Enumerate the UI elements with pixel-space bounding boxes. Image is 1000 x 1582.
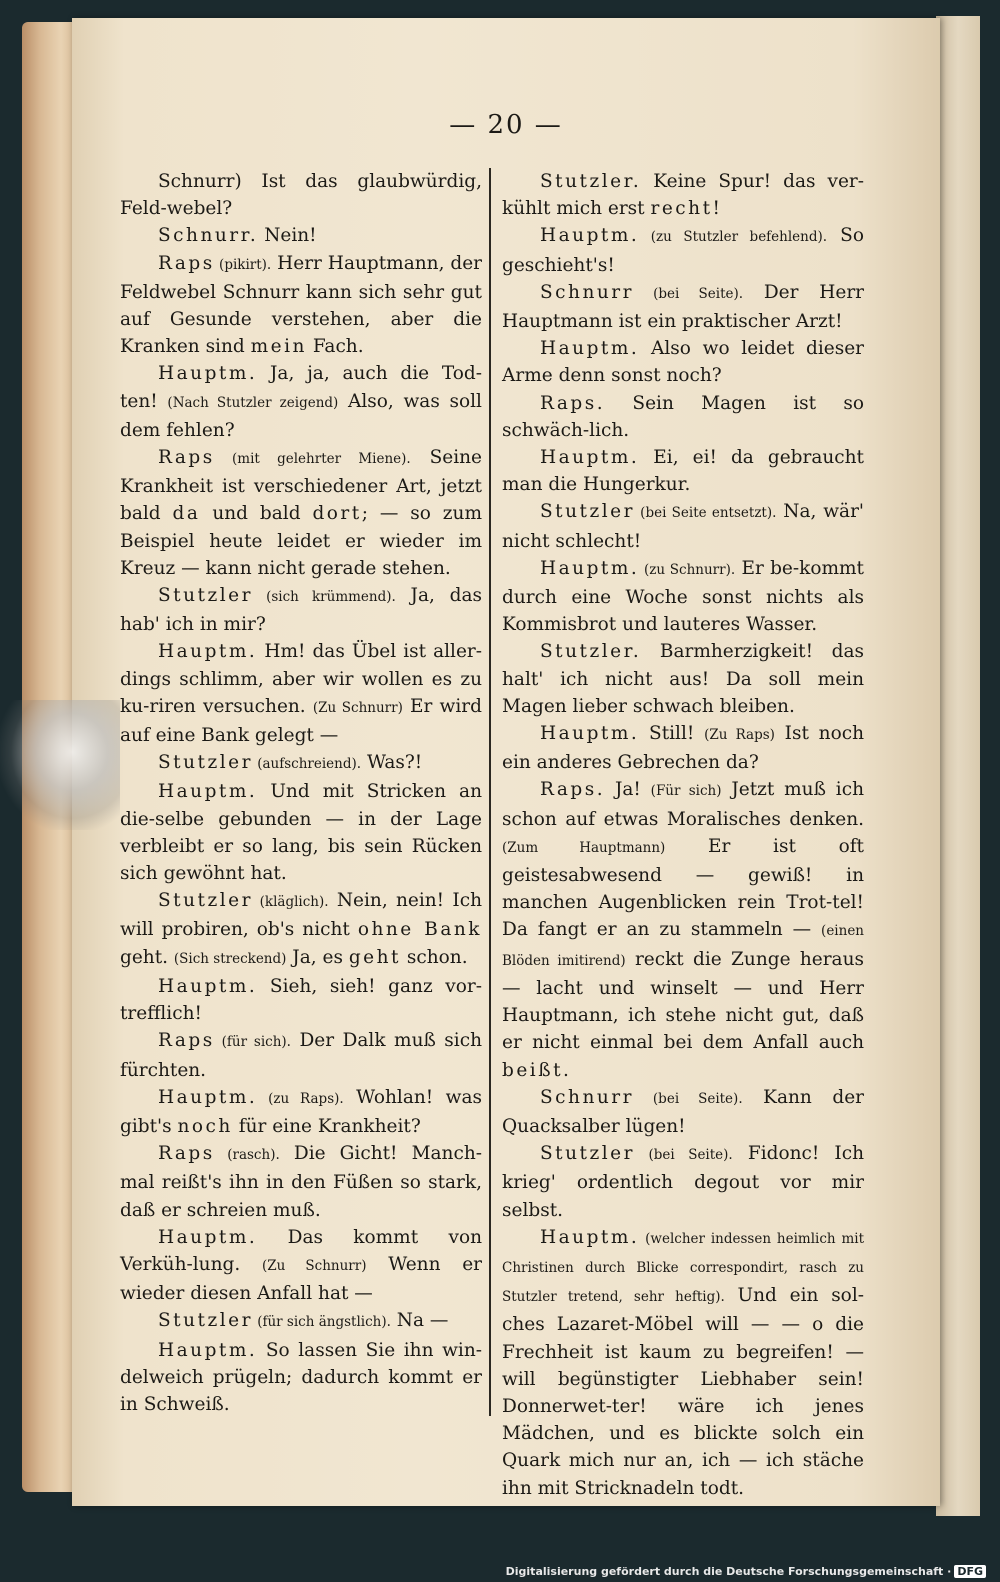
stage-direction: (Zu Schnurr) — [312, 699, 403, 716]
stage-direction: (bei Seite). — [634, 1147, 733, 1164]
facing-page-strip — [936, 16, 980, 1516]
speaker-name: noch — [177, 1115, 233, 1137]
speaker-name: Raps — [158, 1030, 215, 1052]
dialogue-text: Die Gicht! Manch-mal reißt's ihn in den Füßen so stark, daß er schreien muß. — [120, 1143, 483, 1221]
dialogue-text: Still! — [639, 723, 705, 745]
dialogue-text: Seine Krankheit ist verschiedener Art, jetzt bald — [120, 447, 482, 525]
dialogue-text: Sieh, sieh! ganz vor-trefflich! — [120, 975, 482, 1025]
dialogue-paragraph — [120, 444, 482, 582]
dialogue-paragraph — [120, 222, 482, 249]
speaker-name: beißt — [502, 1059, 563, 1081]
dialogue-text: Er be-kommt durch eine Woche sonst nichts als Kommisbrot und lauteres Wasser. — [502, 557, 864, 636]
dialogue-paragraph — [502, 390, 864, 444]
dialogue-text: Er wird auf eine Bank gelegt — — [120, 695, 482, 747]
dialogue-text: Hm! das Übel ist aller-dings schlimm, aber wir wollen es zu ku-riren versuchen. — [120, 641, 482, 717]
stage-direction: (Zu Schnurr) — [261, 1257, 367, 1274]
footer-credit — [506, 1565, 986, 1578]
dialogue-paragraph — [120, 1337, 482, 1419]
speaker-name: Raps. — [540, 779, 606, 801]
dialogue-paragraph — [502, 1140, 864, 1224]
dialogue-paragraph — [502, 1224, 864, 1502]
stage-direction: (einen Blöden imitirend) — [502, 923, 864, 969]
speaker-name: Raps — [158, 1143, 215, 1165]
right-text-column — [502, 168, 864, 1502]
dialogue-text: Nein! — [258, 225, 317, 247]
stage-direction: (Sich streckend) — [173, 950, 287, 967]
speaker-name: Raps — [158, 447, 215, 469]
dialogue-paragraph — [502, 444, 864, 498]
speaker-name: Hauptm. — [540, 338, 640, 360]
dialogue-text: Ja, es — [286, 946, 349, 968]
stage-direction: (bei Seite). — [633, 1090, 743, 1107]
speaker-name: Hauptm. — [158, 363, 258, 385]
speaker-name: Hauptm. — [540, 225, 640, 247]
speaker-name: Stutzler — [158, 585, 253, 607]
speaker-name: Hauptm. — [158, 975, 258, 997]
speaker-name: Raps — [158, 252, 215, 274]
dialogue-paragraph — [502, 335, 864, 389]
dialogue-paragraph — [120, 250, 482, 361]
stage-direction: (für sich ängstlich). — [252, 1314, 391, 1331]
speaker-name: Hauptm. — [540, 447, 640, 469]
dialogue-text: ; — so zum Beispiel heute leidet er wieder im Kreuz — kann nicht gerade stehen. — [120, 503, 483, 579]
stage-direction: (kläglich). — [252, 894, 329, 911]
speaker-name: Stutzler. — [540, 641, 642, 663]
dialogue-text: Nein, nein! Ich will probiren, ob's nicht — [120, 890, 483, 941]
dialogue-paragraph — [502, 555, 864, 639]
speaker-name: Hauptm. — [158, 641, 258, 663]
stage-direction: (Nach Stutzler zeigend) — [167, 394, 339, 411]
dialogue-paragraph — [502, 720, 864, 776]
dialogue-paragraph — [120, 1027, 482, 1083]
speaker-name: Stutzler. — [540, 171, 642, 192]
speaker-name: Stutzler — [158, 890, 253, 912]
dialogue-text: Herr Hauptmann, der Feldwebel Schnurr kann sich sehr gut auf Gesunde verstehen, aber die Kranken sind — [120, 252, 482, 358]
speaker-name: Hauptm. — [540, 1226, 640, 1248]
left-text-column — [120, 168, 482, 1418]
speaker-name: Stutzler — [540, 1143, 635, 1165]
speaker-name: ohne Bank — [357, 919, 483, 941]
dialogue-paragraph — [502, 776, 864, 1083]
dialogue-text: Ist noch ein anderes Gebrechen da? — [502, 723, 864, 774]
dialogue-paragraph — [120, 1084, 482, 1140]
dialogue-text: Schnurr) — [158, 171, 242, 192]
dialogue-text: Ist das glaubwürdig, Feld-webel? — [120, 171, 482, 220]
dialogue-paragraph — [120, 360, 482, 444]
column-divider — [489, 168, 491, 1416]
dialogue-paragraph — [120, 638, 482, 749]
speaker-name: da — [172, 503, 201, 525]
stage-direction: (bei Seite). — [633, 285, 744, 302]
page-clip-glare — [0, 700, 120, 830]
stage-direction: (zu Stutzler befehlend). — [639, 229, 828, 246]
speaker-name: Hauptm. — [540, 723, 640, 745]
page-number: — 20 — — [449, 110, 563, 140]
dialogue-text: Keine Spur! das ver-kühlt mich erst — [502, 171, 864, 220]
speaker-name: Hauptm. — [540, 557, 640, 579]
dialogue-text: Na, wär' nicht schlecht! — [502, 501, 864, 552]
dialogue-text: Wohlan! was gibt's — [120, 1086, 483, 1137]
dialogue-paragraph — [502, 498, 864, 554]
dialogue-text: Und mit Stricken an die-selbe gebunden — in der Lage verbleibt er so lang, bis sein Rücken sich gewöhnt hat. — [120, 781, 482, 885]
dialogue-paragraph — [502, 1084, 864, 1140]
dialogue-text: Der Herr Hauptmann ist ein praktischer Arzt! — [502, 281, 865, 333]
dialogue-text: und bald — [200, 503, 313, 525]
dfg-logo: DFG — [954, 1565, 986, 1578]
dialogue-paragraph — [502, 222, 864, 278]
speaker-name: Stutzler — [158, 1310, 253, 1332]
dialogue-text: Wenn er wieder diesen Anfall hat — — [120, 1253, 482, 1305]
speaker-name: Hauptm. — [158, 1226, 258, 1248]
dialogue-text: reckt die Zunge heraus — lacht und winselt — und Herr Hauptmann, ich stehe nicht gut, daß er nicht einmal bei dem Anfall auch — [502, 948, 864, 1054]
dialogue-text: Also wo leidet dieser Arme denn sonst noch? — [502, 338, 864, 387]
speaker-name: dort — [312, 503, 362, 525]
dialogue-paragraph — [120, 973, 482, 1027]
speaker-name: Stutzler — [540, 501, 635, 523]
speaker-name: Hauptm. — [158, 1086, 258, 1108]
dialogue-text: Was?! — [361, 752, 423, 774]
dialogue-text: Ja! — [605, 779, 651, 801]
speaker-name: Hauptm. — [158, 781, 258, 803]
speaker-name: Schnurr — [540, 1086, 634, 1108]
dialogue-text: Ja, das hab' ich in mir? — [120, 585, 482, 636]
dialogue-paragraph — [502, 279, 864, 335]
dialogue-text: geht. — [120, 946, 174, 968]
stage-direction: (sich krümmend). — [252, 589, 396, 606]
dialogue-text: Ja, ja, auch die Tod-ten! — [120, 363, 482, 412]
dialogue-paragraph — [120, 582, 482, 638]
stage-direction: (für sich). — [214, 1034, 291, 1051]
stage-direction: (pikirt). — [214, 256, 272, 273]
dialogue-paragraph — [120, 749, 482, 778]
dialogue-text: Und ein sol-ches Lazaret-Möbel will — — o die Frechheit ist kaum zu begreifen! — will begünstigter Liebhaber sein! Donnerwet-ter! wäre ich jenes Mädchen, und es blickte solch ein Quark mich nur an, ich — ich stäche ihn mit Stricknadeln todt. — [502, 1285, 864, 1499]
dialogue-text: Kann der Quacksalber lügen! — [502, 1086, 864, 1137]
dialogue-text: Fach. — [306, 336, 364, 358]
dialogue-text: Er ist oft geistesabwesend — gewiß! in manchen Augenblicken rein Trot-tel! Da fangt er an zu stammeln — — [502, 835, 864, 941]
dialogue-text: Sein Magen ist so schwäch-lich. — [502, 392, 864, 441]
speaker-name: mein — [250, 336, 307, 358]
dialogue-paragraph — [120, 168, 482, 222]
speaker-name: Stutzler — [158, 752, 253, 774]
dialogue-text: So geschieht's! — [502, 225, 864, 276]
dialogue-text: Na — — [390, 1310, 449, 1332]
dialogue-paragraph — [502, 168, 864, 222]
speaker-name: Hauptm. — [158, 1339, 258, 1361]
dialogue-text: Fidonc! Ich krieg' ordentlich degout vor mir selbst. — [502, 1143, 864, 1221]
stage-direction: (aufschreiend). — [252, 756, 362, 773]
stage-direction: (Für sich) — [650, 783, 722, 800]
stage-direction: (zu Schnurr). — [639, 561, 736, 578]
dialogue-text: Der Dalk muß sich fürchten. — [120, 1030, 482, 1081]
stage-direction: (mit gelehrter Miene). — [214, 451, 411, 468]
stage-direction: (rasch). — [214, 1147, 280, 1164]
dialogue-text: ! — [712, 198, 720, 220]
speaker-name: geht — [348, 946, 401, 968]
dialogue-paragraph — [502, 638, 864, 720]
dialogue-text: So lassen Sie ihn win-delweich prügeln; dadurch kommt er in Schweiß. — [120, 1339, 482, 1415]
dialogue-text: für eine Krankheit? — [232, 1115, 421, 1137]
stage-direction: (zu Raps). — [257, 1090, 344, 1107]
footer-credit-text: Digitalisierung gefördert durch die Deutsche Forschungsgemeinschaft · — [505, 1565, 952, 1578]
stage-direction: (bei Seite entsetzt). — [634, 505, 777, 522]
dialogue-text: Das kommt von Verküh-lung. — [120, 1226, 482, 1275]
speaker-name: Schnurr — [540, 281, 634, 303]
dialogue-text: Ei, ei! da gebraucht man die Hungerkur. — [502, 447, 864, 496]
dialogue-paragraph — [120, 778, 482, 887]
speaker-name: recht — [650, 198, 713, 220]
stage-direction: (Zu Raps) — [704, 727, 775, 744]
dialogue-paragraph — [120, 887, 482, 973]
dialogue-paragraph — [120, 1224, 482, 1308]
dialogue-paragraph — [120, 1140, 482, 1224]
dialogue-text: . — [563, 1059, 569, 1081]
dialogue-text: Also, was soll dem fehlen? — [120, 390, 482, 441]
book-page — [72, 18, 940, 1506]
dialogue-paragraph — [120, 1307, 482, 1336]
speaker-name: Raps. — [540, 392, 606, 414]
dialogue-text: schon. — [400, 946, 468, 968]
dialogue-text: Barmherzigkeit! das halt' ich nicht aus! Da soll mein Magen lieber schwach bleiben. — [502, 641, 864, 717]
stage-direction: (Zum Hauptmann) — [502, 839, 666, 856]
speaker-name: Schnurr. — [158, 225, 259, 247]
stage-direction: (welcher indessen heimlich mit Christinen durch Blicke correspondirt, rasch zu Stutzler tretend, sehr heftig). — [502, 1230, 864, 1306]
dialogue-text: Jetzt muß ich schon auf etwas Moralisches denken. — [502, 779, 864, 830]
